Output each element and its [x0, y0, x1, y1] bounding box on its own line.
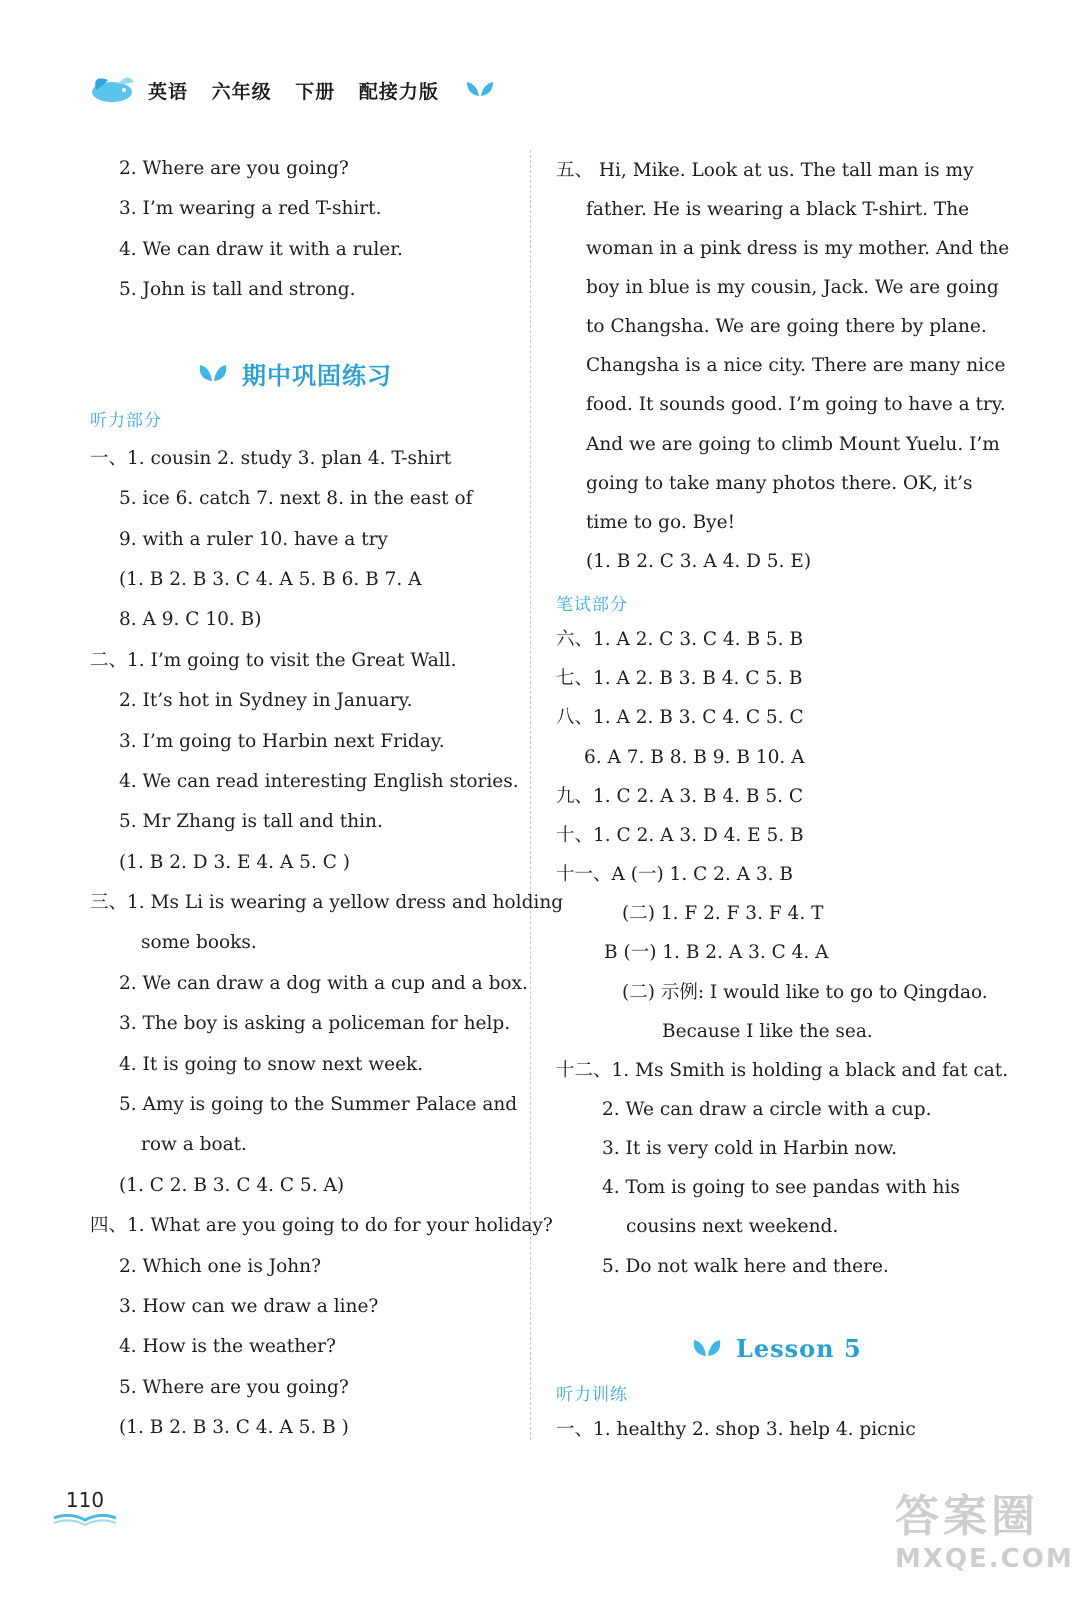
answer-line: (1. B 2. B 3. C 4. A 5. B )	[119, 1417, 349, 1438]
column-divider	[530, 150, 531, 1440]
answer-line: (二) 1. F 2. F 3. F 4. T	[622, 903, 824, 924]
answer-line: going to take many photos there. OK, it’s	[586, 473, 973, 494]
answer-line: 五、 Hi, Mike. Look at us. The tall man is my	[556, 160, 974, 181]
answer-line: 3. I’m going to Harbin next Friday.	[119, 731, 445, 752]
answer-line: (1. B 2. D 3. E 4. A 5. C )	[119, 852, 350, 873]
edition: 配接力版	[358, 80, 439, 103]
answer-line: (1. B 2. C 3. A 4. D 5. E)	[586, 551, 812, 572]
answer-line: 2. Which one is John?	[119, 1256, 322, 1277]
answer-line: 3. The boy is asking a policeman for help.	[119, 1013, 511, 1034]
answer-line: 十一、A (一) 1. C 2. A 3. B	[556, 864, 794, 885]
answer-line: 2. We can draw a circle with a cup.	[602, 1099, 932, 1120]
answer-line: 十二、1. Ms Smith is holding a black and fat cat.	[556, 1060, 1009, 1081]
book-title	[148, 77, 455, 104]
answer-line: 6. A 7. B 8. B 9. B 10. A	[584, 747, 805, 768]
answer-line: row a boat.	[141, 1134, 247, 1155]
answer-line: 三、1. Ms Li is wearing a yellow dress and holding	[90, 892, 564, 913]
grade: 六年级	[211, 80, 272, 103]
section-label-listening: 听力部分	[90, 411, 162, 431]
answer-line: B (一) 1. B 2. A 3. C 4. A	[604, 942, 829, 963]
answer-line: 5. John is tall and strong.	[119, 279, 356, 300]
answer-line: 8. A 9. C 10. B)	[119, 609, 262, 630]
answer-line: And we are going to climb Mount Yuelu. I’m	[586, 434, 1000, 455]
answer-line: 七、1. A 2. B 3. B 4. C 5. B	[556, 668, 803, 689]
answer-line: 一、1. healthy 2. shop 3. help 4. picnic	[556, 1419, 916, 1440]
answer-line: 2. We can draw a dog with a cup and a box.	[119, 973, 528, 994]
answer-line: 5. Do not walk here and there.	[602, 1256, 889, 1277]
answer-line: 4. It is going to snow next week.	[119, 1054, 424, 1075]
answer-line: 4. We can read interesting English stories.	[119, 771, 519, 792]
answer-line: 八、1. A 2. B 3. C 4. C 5. C	[556, 707, 804, 728]
answer-line: 9. with a ruler 10. have a try	[119, 529, 388, 550]
section-label-written: 笔试部分	[556, 595, 628, 615]
answer-line: Because I like the sea.	[662, 1021, 873, 1042]
section-heading-text: 期中巩固练习	[242, 361, 392, 390]
answer-line: 3. How can we draw a line?	[119, 1296, 379, 1317]
bird-logo-icon	[88, 70, 136, 110]
answer-line: food. It sounds good. I’m going to have a try.	[586, 394, 1006, 415]
answer-line: 九、1. C 2. A 3. B 4. B 5. C	[556, 786, 804, 807]
answer-line: woman in a pink dress is my mother. And the	[586, 238, 1010, 259]
leaf-icon	[465, 78, 495, 102]
answer-line: 5. Where are you going?	[119, 1377, 349, 1398]
answer-line: 4. How is the weather?	[119, 1336, 336, 1357]
answer-line: 3. It is very cold in Harbin now.	[602, 1138, 898, 1159]
section-label-listening-training: 听力训练	[556, 1385, 628, 1405]
answer-line: 5. Mr Zhang is tall and thin.	[119, 811, 383, 832]
leaf-icon	[198, 361, 228, 387]
lesson-heading-text: Lesson 5	[736, 1334, 862, 1363]
answer-line: 5. ice 6. catch 7. next 8. in the east of	[119, 488, 473, 509]
answer-line: 2. It’s hot in Sydney in January.	[119, 690, 413, 711]
subject: 英语	[148, 80, 189, 103]
watermark-url: MXQE.COM	[895, 1544, 1074, 1574]
answer-line: 二、1. I’m going to visit the Great Wall.	[90, 650, 457, 671]
answer-line: some books.	[141, 932, 257, 953]
answer-line: (二) 示例: I would like to go to Qingdao.	[622, 982, 988, 1003]
answer-line: 4. We can draw it with a ruler.	[119, 239, 403, 260]
volume: 下册	[295, 80, 336, 103]
answer-line: 4. Tom is going to see pandas with his	[602, 1177, 960, 1198]
answer-line: 5. Amy is going to the Summer Palace and	[119, 1094, 518, 1115]
leaf-icon	[692, 1336, 722, 1362]
lesson-heading	[692, 1334, 862, 1363]
answer-line: (1. B 2. B 3. C 4. A 5. B 6. B 7. A	[119, 569, 422, 590]
page-number	[52, 1488, 118, 1528]
answer-line: 一、1. cousin 2. study 3. plan 4. T-shirt	[90, 448, 452, 469]
answer-line: 四、1. What are you going to do for your holiday?	[90, 1215, 553, 1236]
page-number-text: 110	[65, 1488, 105, 1512]
answer-line: 3. I’m wearing a red T-shirt.	[119, 198, 382, 219]
answer-line: to Changsha. We are going there by plane.	[586, 316, 987, 337]
answer-line: 十、1. C 2. A 3. D 4. E 5. B	[556, 825, 804, 846]
answer-line: father. He is wearing a black T-shirt. The	[586, 199, 970, 220]
answer-line: boy in blue is my cousin, Jack. We are going	[586, 277, 999, 298]
section-heading	[198, 356, 392, 391]
answer-line: Changsha is a nice city. There are many nice	[586, 355, 1006, 376]
page-header	[88, 68, 495, 112]
answer-line: time to go. Bye!	[586, 512, 736, 533]
answer-line: (1. C 2. B 3. C 4. C 5. A)	[119, 1175, 345, 1196]
answer-line: 2. Where are you going?	[119, 158, 349, 179]
watermark	[895, 1480, 1074, 1574]
answer-line: cousins next weekend.	[626, 1216, 839, 1237]
watermark-brand: 答案圈	[895, 1491, 1039, 1542]
answer-line: 六、1. A 2. C 3. C 4. B 5. B	[556, 629, 804, 650]
